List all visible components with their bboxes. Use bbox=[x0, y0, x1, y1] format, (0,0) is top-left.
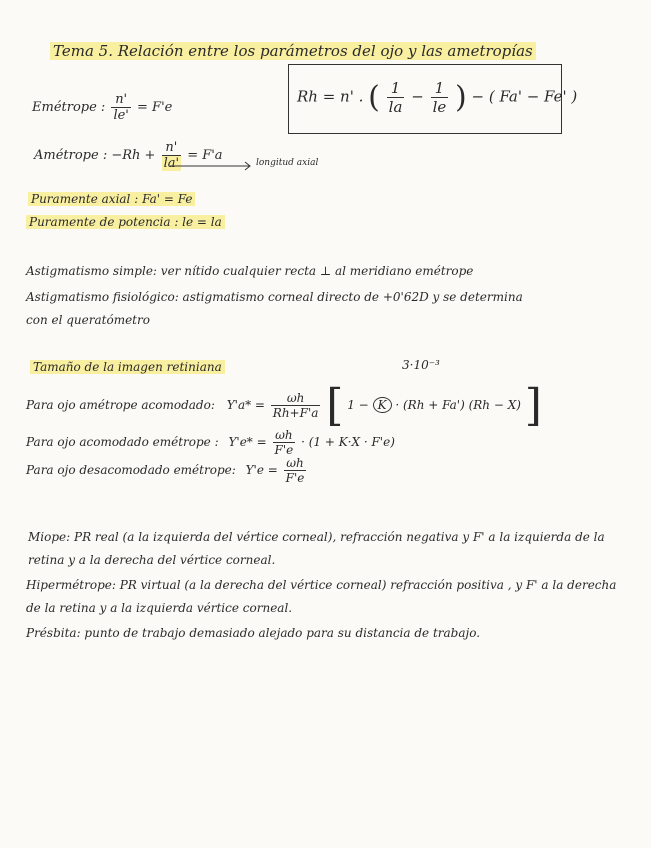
emetrope-label: Emétrope : bbox=[32, 100, 106, 115]
miope-line-2: retina y a la derecha del vértice corneal. bbox=[28, 553, 276, 567]
desacomodado-y: Y'e = bbox=[245, 463, 278, 477]
frac-1-la-num: 1 bbox=[387, 79, 405, 98]
frac-1-le-num: 1 bbox=[431, 79, 449, 98]
emetrope-denominator: le' bbox=[113, 108, 129, 123]
astigmatismo-fisiologico-1: Astigmatismo fisiológico: astigmatismo corneal directo de +0'62D y se determina bbox=[26, 290, 523, 304]
emetrope-rhs: = F'e bbox=[137, 100, 173, 115]
acomodado-den: Rh+F'a bbox=[272, 406, 319, 420]
axial-arrow-icon bbox=[170, 160, 255, 172]
desacomodado-label: Para ojo desacomodado emétrope: bbox=[26, 463, 236, 477]
acomodado-fraction bbox=[271, 391, 321, 420]
miope-line-1: Miope: PR real (a la izquierda del vértice corneal), refracción negativa y F' a la izquierda de la bbox=[28, 530, 605, 544]
emetrope-fraction bbox=[111, 92, 130, 123]
acomodado-emetrope-formula bbox=[26, 428, 395, 457]
page-title bbox=[50, 42, 536, 60]
acomodado-emetrope-num: ωh bbox=[273, 428, 296, 443]
acomodado-emetrope-fraction bbox=[273, 428, 296, 457]
hipermetrope-line-1: Hipermétrope: PR virtual (a la derecha del vértice corneal) refracción positiva , y F' a la derecha bbox=[26, 578, 617, 592]
acomodado-formula: Para ojo amétrope acomodado: Y'a* = $\frac{\omega h}{Rh+F'a}$ [ 1 − K · (Rh + Fa') (Rh − X) ] bbox=[26, 380, 542, 431]
rh-rest: − ( Fa' − Fe' ) bbox=[471, 87, 578, 106]
ametrope-pre: −Rh + bbox=[111, 148, 156, 163]
rh-minus: − bbox=[411, 87, 424, 106]
k-circle: K bbox=[373, 397, 392, 413]
title-text: Tema 5. Relación entre los parámetros del ojo y las ametropías bbox=[50, 42, 536, 60]
acomodado-emetrope-y: Y'e* = bbox=[228, 435, 267, 449]
acomodado-tail: · (Rh + Fa') (Rh − X) bbox=[395, 398, 521, 412]
puramente-potencia-text: Puramente de potencia : le = la bbox=[26, 215, 225, 229]
frac-1-la-den: la bbox=[388, 98, 403, 116]
puramente-potencia bbox=[26, 215, 225, 229]
desacomodado-num: ωh bbox=[284, 456, 307, 471]
puramente-axial bbox=[28, 192, 195, 206]
puramente-axial-text: Puramente axial : Fa' = Fe bbox=[28, 192, 195, 206]
emetrope-numerator: n' bbox=[111, 92, 130, 108]
emetrope-formula bbox=[32, 92, 172, 123]
desacomodado-formula bbox=[26, 456, 308, 485]
desacomodado-den: F'e bbox=[285, 471, 305, 485]
acomodado-emetrope-tail: · (1 + K·X · F'e) bbox=[301, 435, 395, 449]
k-value: 3·10⁻³ bbox=[402, 358, 440, 372]
rh-lhs: Rh = n' . bbox=[297, 87, 364, 106]
longitud-axial-annotation: longitud axial bbox=[256, 158, 319, 168]
bracket-start: 1 − bbox=[347, 398, 373, 412]
frac-1-la bbox=[387, 79, 405, 116]
acomodado-emetrope-den: F'e bbox=[274, 443, 294, 457]
acomodado-emetrope-label: Para ojo acomodado emétrope : bbox=[26, 435, 219, 449]
tamano-heading-text: Tamaño de la imagen retiniana bbox=[30, 360, 225, 374]
rh-formula-box: Rh = n' . ( $\frac{1}{la}$ − $\frac{1}{le}$ ) − ( Fa' − Fe' ) bbox=[288, 64, 562, 134]
ametrope-label: Amétrope : bbox=[34, 148, 108, 163]
astigmatismo-fisiologico-2: con el queratómetro bbox=[26, 313, 150, 327]
hipermetrope-line-2: de la retina y a la izquierda vértice corneal. bbox=[26, 601, 293, 615]
ametrope-denominator: la' bbox=[163, 156, 180, 171]
astigmatismo-simple: Astigmatismo simple: ver nítido cualquier recta ⊥ al meridiano emétrope bbox=[26, 264, 474, 278]
acomodado-num: ωh bbox=[271, 391, 321, 406]
ametrope-numerator: n' bbox=[162, 140, 181, 156]
ametrope-rhs: = F'a bbox=[187, 148, 223, 163]
tamano-heading bbox=[30, 360, 225, 374]
acomodado-y: Y'a* = bbox=[226, 398, 265, 412]
desacomodado-fraction bbox=[284, 456, 307, 485]
frac-1-le-den: le bbox=[432, 98, 447, 116]
frac-1-le bbox=[431, 79, 449, 116]
acomodado-label: Para ojo amétrope acomodado: bbox=[26, 398, 215, 412]
presbita-line: Présbita: punto de trabajo demasiado alejado para su distancia de trabajo. bbox=[26, 626, 481, 640]
